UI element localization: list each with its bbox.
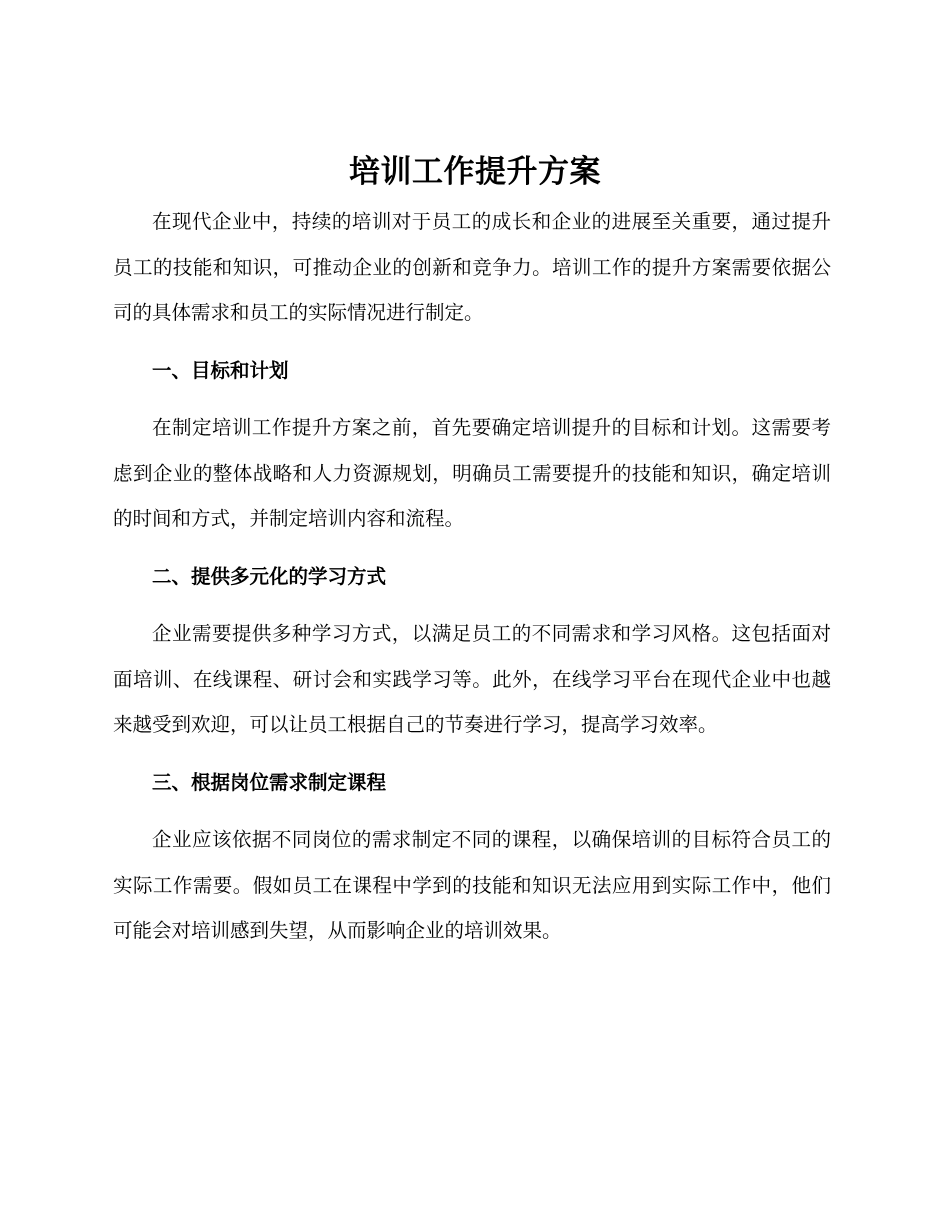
spacer (113, 599, 831, 611)
document-title: 培训工作提升方案 (349, 154, 601, 190)
spacer (113, 542, 831, 554)
section-body-courses: 企业应该依据不同岗位的需求制定不同的课程，以确保培训的目标符合员工的实际工作需要。假如员工在课程中学到的技能和知识无法应用到实际工作中，他们可能会对培训感到失望，从而影响企业的培训效果。 (113, 828, 831, 942)
document-body (113, 199, 831, 954)
intro-paragraph: 在现代企业中，持续的培训对于员工的成长和企业的进展至关重要，通过提升员工的技能和知识，可推动企业的创新和竞争力。培训工作的提升方案需要依据公司的具体需求和员工的实际情况进行制定。 (113, 210, 831, 324)
section-heading-goals: 一、目标和计划 (152, 358, 289, 382)
spacer (113, 336, 831, 348)
spacer (113, 393, 831, 405)
section-heading-courses: 三、根据岗位需求制定课程 (152, 770, 387, 794)
section-heading-learning-methods: 二、提供多元化的学习方式 (152, 564, 387, 588)
spacer (113, 748, 831, 760)
section-body-goals: 在制定培训工作提升方案之前，首先要确定培训提升的目标和计划。这需要考虑到企业的整体战略和人力资源规划，明确员工需要提升的技能和知识，确定培训的时间和方式，并制定培训内容和流程。 (113, 416, 831, 530)
spacer (113, 805, 831, 817)
section-body-learning-methods: 企业需要提供多种学习方式，以满足员工的不同需求和学习风格。这包括面对面培训、在线课程、研讨会和实践学习等。此外，在线学习平台在现代企业中也越来越受到欢迎，可以让员工根据自己的节奏进行学习，提高学习效率。 (113, 622, 831, 736)
